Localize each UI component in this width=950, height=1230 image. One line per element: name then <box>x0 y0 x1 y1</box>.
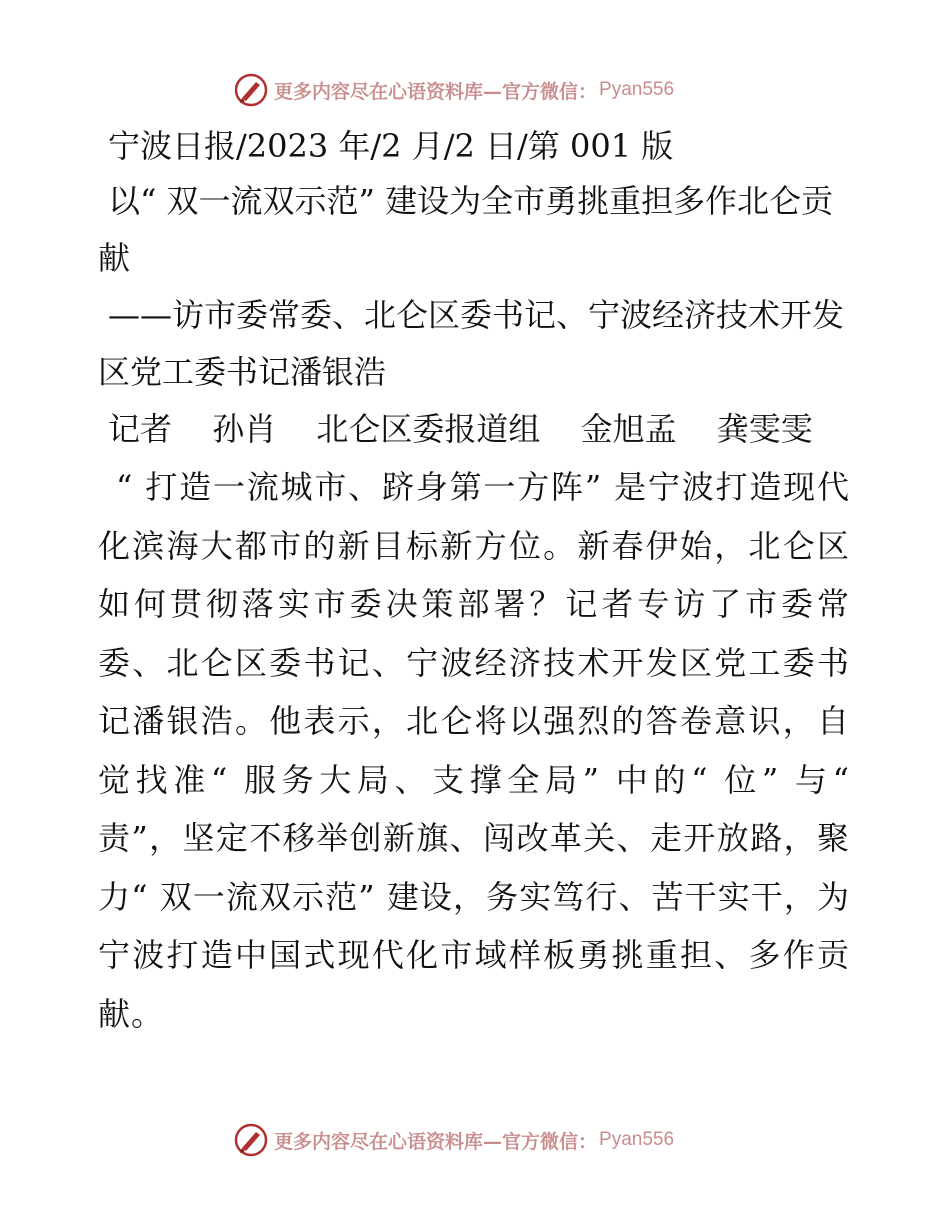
article <box>98 120 850 1043</box>
article-body: “ 打造一流城市、跻身第一方阵” 是宁波打造现代化滨海大都市的新目标新方位。新春伊始，北仑区如何贯彻落实市委决策部署？记者专访了市委常委、北仑区委书记、宁波经济技术开发区党工委书记潘银浩。他表示，北仑将以强烈的答卷意识，自觉找准“ 服务大局、支撑全局” 中的“ 位” 与“ 责”，坚定不移举创新旗、闯改革关、走开放路，聚力“ 双一流双示范” 建设，务实笃行、苦干实干，为宁波打造中国式现代化市域样板勇挑重担、多作贡献。 <box>98 468 850 1033</box>
byline-part: 孙肖 <box>212 410 277 448</box>
pen-logo-icon <box>234 73 268 107</box>
pen-logo-icon <box>234 1123 268 1157</box>
byline-part: 记者 <box>108 410 173 448</box>
banner-text: 更多内容尽在心语资料库—官方微信： <box>274 80 598 103</box>
article-subtitle: ——访市委常委、北仑区委书记、宁波经济技术开发区党工委书记潘银浩 <box>98 296 845 391</box>
header-watermark-banner <box>234 70 714 110</box>
banner-wechat-id: Pyan556 <box>599 1129 675 1150</box>
byline-part: 金旭孟 <box>580 410 677 448</box>
byline-part: 北仑区委报道组 <box>316 410 541 448</box>
byline <box>98 401 850 458</box>
byline-part: 龚雯雯 <box>716 410 813 448</box>
article-title: 以“ 双一流双示范” 建设为全市勇挑重担多作北仑贡献 <box>98 182 834 277</box>
banner-wechat-id: Pyan556 <box>599 79 675 100</box>
dateline: 宁波日报/2023 年/2 月/2 日/第 001 版 <box>108 127 674 165</box>
banner-text: 更多内容尽在心语资料库—官方微信： <box>274 1130 598 1153</box>
footer-watermark-banner <box>234 1120 714 1160</box>
